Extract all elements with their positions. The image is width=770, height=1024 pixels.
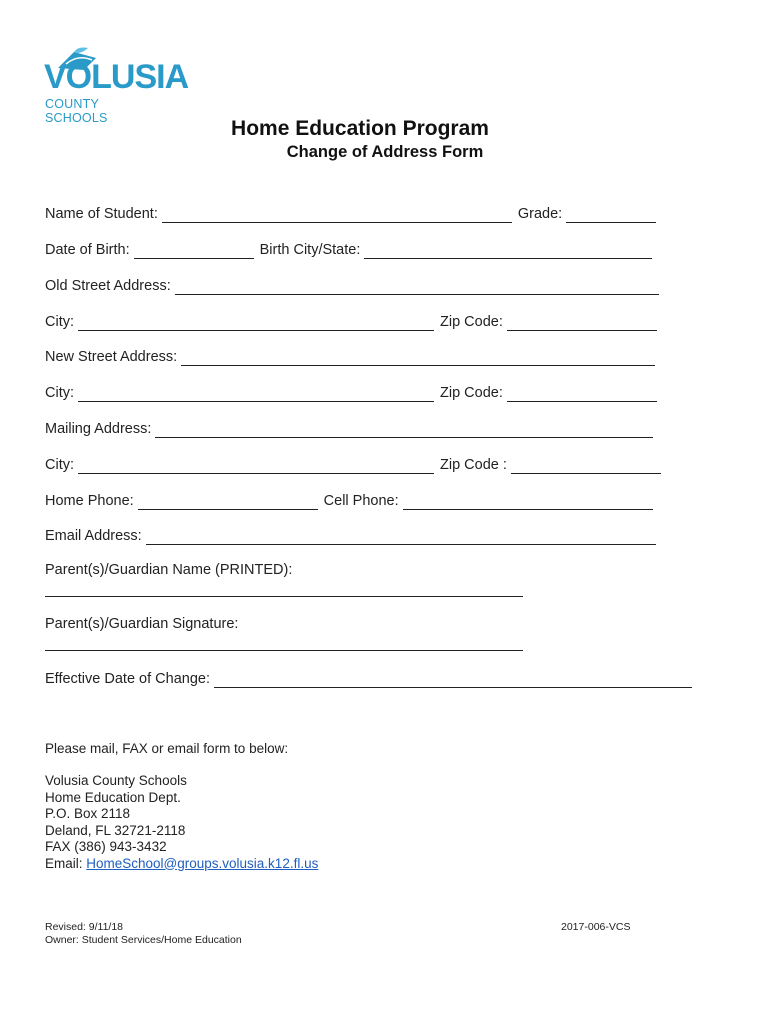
birth-city-state-field[interactable]: [364, 242, 652, 259]
email-line: [45, 856, 318, 873]
new-street-label: New Street Address:: [45, 349, 178, 365]
new-city-label: City:: [45, 385, 74, 401]
volusia-logo: [44, 44, 189, 125]
old-zip-field[interactable]: [507, 314, 657, 331]
row-student: [45, 203, 662, 223]
student-name-label: Name of Student:: [45, 206, 158, 222]
address-line-2: Home Education Dept.: [45, 789, 181, 805]
grade-label: Grade:: [517, 206, 563, 222]
form-code: 2017-006-VCS: [561, 921, 631, 933]
dob-field[interactable]: [134, 242, 254, 259]
mail-city-label: City:: [45, 457, 74, 473]
address-line-4: Deland, FL 32721-2118: [45, 822, 186, 838]
logo-wordmark: VOLUSIA: [44, 58, 189, 96]
new-zip-field[interactable]: [507, 385, 657, 402]
guardian-signature-field[interactable]: [45, 650, 523, 651]
fax-line: FAX (386) 943-3432: [45, 839, 167, 854]
email-field[interactable]: [146, 528, 656, 545]
email-prefix: Email:: [45, 855, 87, 871]
footer-left: [45, 921, 242, 947]
owner-text: Owner: Student Services/Home Education: [45, 934, 242, 946]
logo-subtitle: COUNTY SCHOOLS: [45, 97, 108, 125]
mailing-label: Mailing Address:: [45, 421, 152, 437]
mail-zip-label: Zip Code :: [440, 457, 507, 473]
row-email: [45, 525, 662, 545]
page-subtitle: Change of Address Form: [286, 143, 484, 161]
guardian-signature-label: Parent(s)/Guardian Signature:: [45, 616, 239, 632]
row-birth: [45, 239, 658, 259]
guardian-name-field[interactable]: [45, 596, 523, 597]
row-new-street: [45, 346, 661, 366]
address-line-3: P.O. Box 2118: [45, 806, 131, 821]
mail-city-field[interactable]: [78, 457, 434, 474]
home-phone-field[interactable]: [138, 493, 318, 510]
old-city-label: City:: [45, 314, 74, 330]
row-effective-date: [45, 668, 698, 688]
row-mailing: [45, 418, 659, 438]
new-city-field[interactable]: [78, 385, 434, 402]
mailing-field[interactable]: [155, 421, 653, 438]
instructions-text: Please mail, FAX or email form to below:: [45, 741, 289, 756]
cell-phone-label: Cell Phone:: [323, 493, 399, 509]
dob-label: Date of Birth:: [45, 242, 130, 258]
old-zip-label: Zip Code:: [440, 314, 503, 330]
new-zip-label: Zip Code:: [440, 385, 503, 401]
old-street-label: Old Street Address:: [45, 278, 171, 294]
home-phone-label: Home Phone:: [45, 493, 134, 509]
birth-city-state-label: Birth City/State:: [259, 242, 361, 258]
mail-zip-field[interactable]: [511, 457, 661, 474]
page-title: Home Education Program: [231, 117, 489, 140]
effective-date-label: Effective Date of Change:: [45, 671, 210, 687]
row-old-city: [45, 311, 663, 331]
row-mail-city: [45, 454, 667, 474]
email-label: Email Address:: [45, 528, 142, 544]
new-street-field[interactable]: [181, 349, 655, 366]
old-street-field[interactable]: [175, 278, 659, 295]
old-city-field[interactable]: [78, 314, 434, 331]
cell-phone-field[interactable]: [403, 493, 653, 510]
revised-date: Revised: 9/11/18: [45, 921, 124, 933]
address-line-1: Volusia County Schools: [45, 773, 187, 788]
row-phones: [45, 490, 659, 510]
effective-date-field[interactable]: [214, 671, 692, 688]
row-old-street: [45, 275, 665, 295]
email-link[interactable]: HomeSchool@groups.volusia.k12.fl.us: [86, 855, 319, 871]
row-new-city: [45, 382, 663, 402]
grade-field[interactable]: [566, 206, 656, 223]
guardian-name-label: Parent(s)/Guardian Name (PRINTED):: [45, 562, 293, 578]
mailing-address-block: [45, 773, 318, 872]
student-name-field[interactable]: [162, 206, 512, 223]
